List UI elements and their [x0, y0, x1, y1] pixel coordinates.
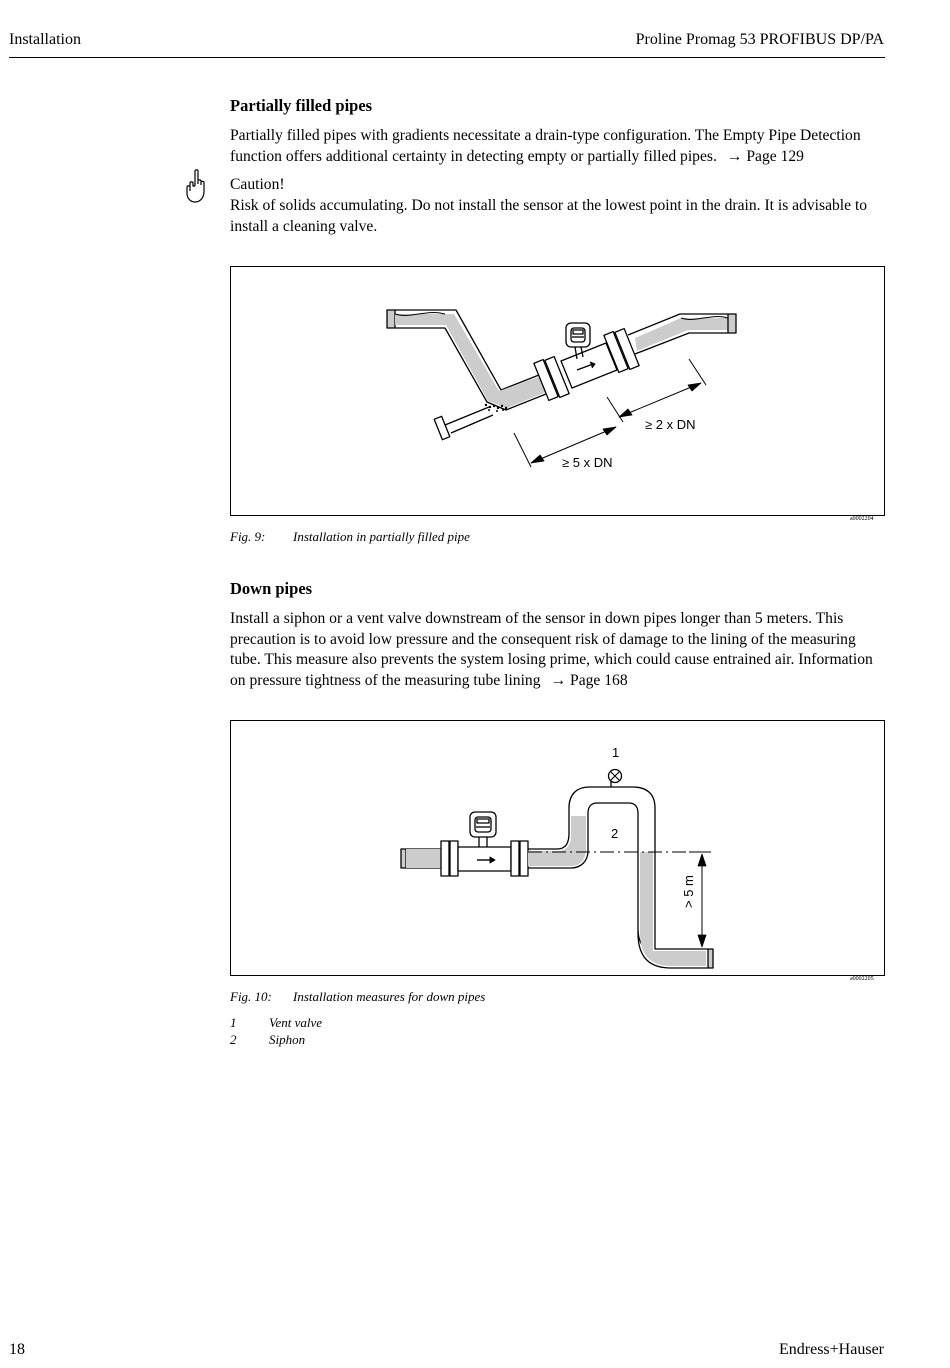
- paragraph-partially-filled: [230, 126, 890, 167]
- paragraph-text: Partially filled pipes with gradients necessitate a drain-type configuration. The Empty Pipe Detection function offers additional certainty in detecting empty or partially filled pipes.: [230, 127, 861, 165]
- page-reference-link[interactable]: Page 129: [746, 147, 804, 165]
- footer-page-number: 18: [9, 1341, 25, 1358]
- caution-text: Risk of solids accumulating. Do not install the sensor at the lowest point in the drain. It is advisable to install a cleaning valve.: [230, 197, 868, 235]
- arrow-right-icon: →: [550, 671, 567, 689]
- dimension-label-2dn: ≥ 2 x DN: [645, 417, 696, 432]
- legend-number: 1: [230, 1015, 237, 1030]
- legend-text: Vent valve: [269, 1015, 323, 1030]
- header-section: Installation: [9, 31, 81, 48]
- header-product: Proline Promag 53 PROFIBUS DP/PA: [635, 31, 884, 48]
- figure-10-caption: Installation measures for down pipes: [293, 989, 486, 1004]
- section-heading-partially-filled: Partially filled pipes: [230, 96, 373, 115]
- page-reference-link[interactable]: Page 168: [570, 671, 628, 689]
- legend-number: 2: [230, 1032, 237, 1047]
- figure-9-diagram: [231, 267, 884, 515]
- figure-9-label: Fig. 9:: [230, 529, 266, 544]
- header-rule: [9, 57, 885, 58]
- figure-10-label: Fig. 10:: [230, 989, 272, 1004]
- paragraph-text: Install a siphon or a vent valve downstream of the sensor in down pipes longer than 5 meters. This precaution is to avoid low pressure and the consequent risk of damage to the lining of the measuring tube. This measure also prevents the system losing prime, which could cause entrained air. Information on pressure tightness of the measuring tube lining: [230, 610, 873, 689]
- caution-title: Caution!: [230, 176, 285, 193]
- paragraph-down-pipes: [230, 609, 890, 691]
- callout-1-vent-valve: 1: [612, 745, 620, 760]
- figure-10-diagram: [231, 721, 884, 975]
- arrow-right-icon: →: [726, 147, 743, 165]
- legend-text: Siphon: [269, 1032, 306, 1047]
- caution-hand-icon: [184, 169, 208, 205]
- dimension-label-5m: > 5 m: [681, 875, 696, 908]
- figure-9-code: a0002204: [850, 516, 874, 522]
- figure-10-code: a0002205: [850, 976, 874, 982]
- footer-brand: Endress+Hauser: [779, 1341, 884, 1358]
- dimension-label-5dn: ≥ 5 x DN: [562, 455, 613, 470]
- callout-2-siphon: 2: [611, 826, 619, 841]
- section-heading-down-pipes: Down pipes: [230, 579, 313, 598]
- figure-10-frame: [230, 720, 885, 976]
- figure-9-caption: Installation in partially filled pipe: [293, 529, 470, 544]
- figure-9-frame: [230, 266, 885, 516]
